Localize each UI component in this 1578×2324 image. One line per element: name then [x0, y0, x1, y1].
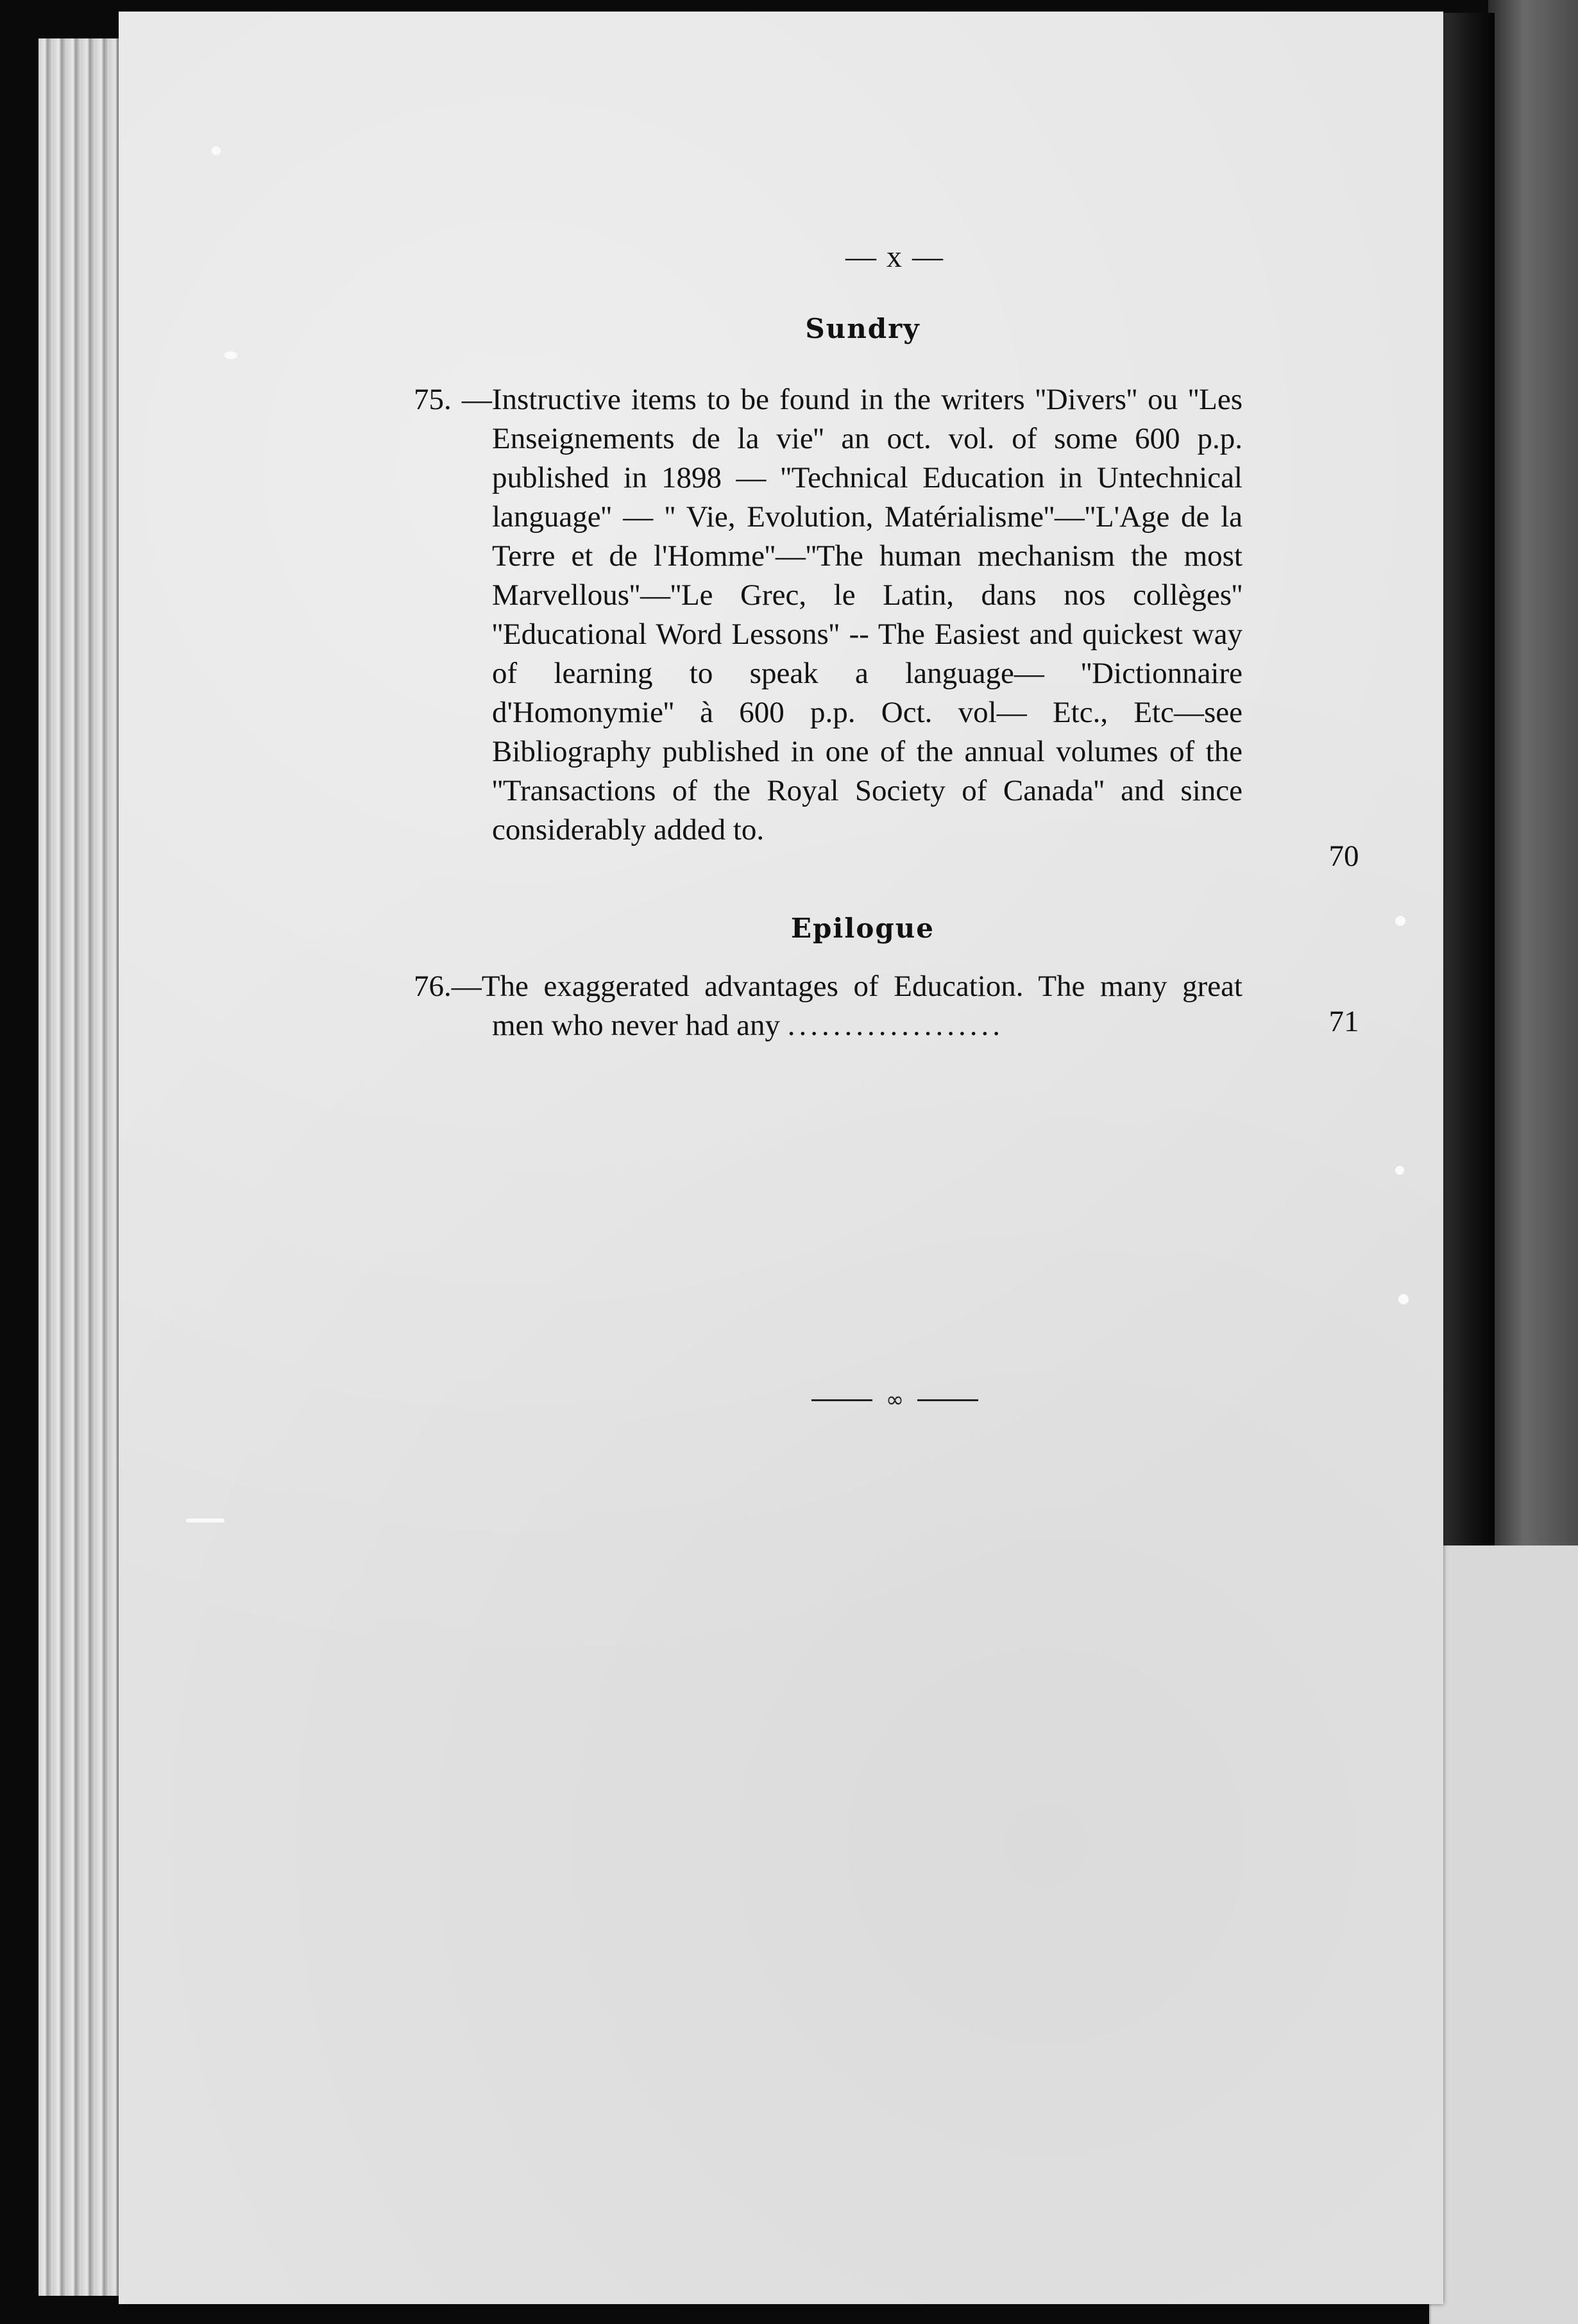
book-page — [119, 12, 1443, 2304]
end-ornament — [811, 1387, 978, 1413]
entry-76-dot-leader: ................... — [787, 1009, 1004, 1042]
entry-75-text-block — [414, 380, 1243, 850]
paper-scratch — [186, 1519, 225, 1522]
section-heading-epilogue: Epilogue — [791, 913, 935, 944]
paper-speck — [1398, 1294, 1409, 1304]
paper-speck — [1395, 1166, 1404, 1175]
contents-entry-76 — [375, 967, 1366, 1045]
ornament-rule-left — [811, 1399, 872, 1401]
page-folio: — x — — [845, 240, 944, 274]
contents-entry-75 — [375, 380, 1366, 850]
entry-76-description: The exaggerated advantages of Education. The many great men who never had any — [481, 970, 1243, 1042]
section-heading-sundry: Sundry — [805, 313, 920, 344]
paper-speck — [225, 351, 237, 359]
entry-76-page-ref: 71 — [1328, 1005, 1359, 1038]
entry-76-number: 76.— — [414, 970, 482, 1003]
entry-75-number: 75. — — [414, 383, 492, 416]
paper-speck — [1395, 916, 1405, 926]
paper-speck — [212, 146, 221, 155]
ornament-swirl-icon: ∞ — [885, 1387, 904, 1413]
facing-page-lower-fragment — [1429, 1545, 1578, 2324]
ornament-rule-right — [917, 1399, 978, 1401]
entry-75-page-ref: 70 — [1328, 839, 1359, 873]
entry-76-text-block — [414, 967, 1243, 1045]
entry-75-description: Instructive items to be found in the writers ''Divers'' ou ''Les Enseignements de la vie'' an oct. vol. of some 600 p.p. published in 1898 — ''Technical Education in Untechnical language'' — '' Vie, Evolution, Matérialisme''—''L'Age de la Terre et de l'Homme''—''The human mechanism the most Marvellous''—''Le Grec, le Latin, dans nos collèges'' ''Educational Word Lessons'' -- The Easiest and quickest way of learning to speak a language— ''Dictionnaire d'Homonymie'' à 600 p.p. Oct. vol— Etc., Etc—see Bibliography published in one of the annual volumes of the ''Transactions of the Royal Society of Canada'' and since considerably added to. — [491, 383, 1243, 846]
